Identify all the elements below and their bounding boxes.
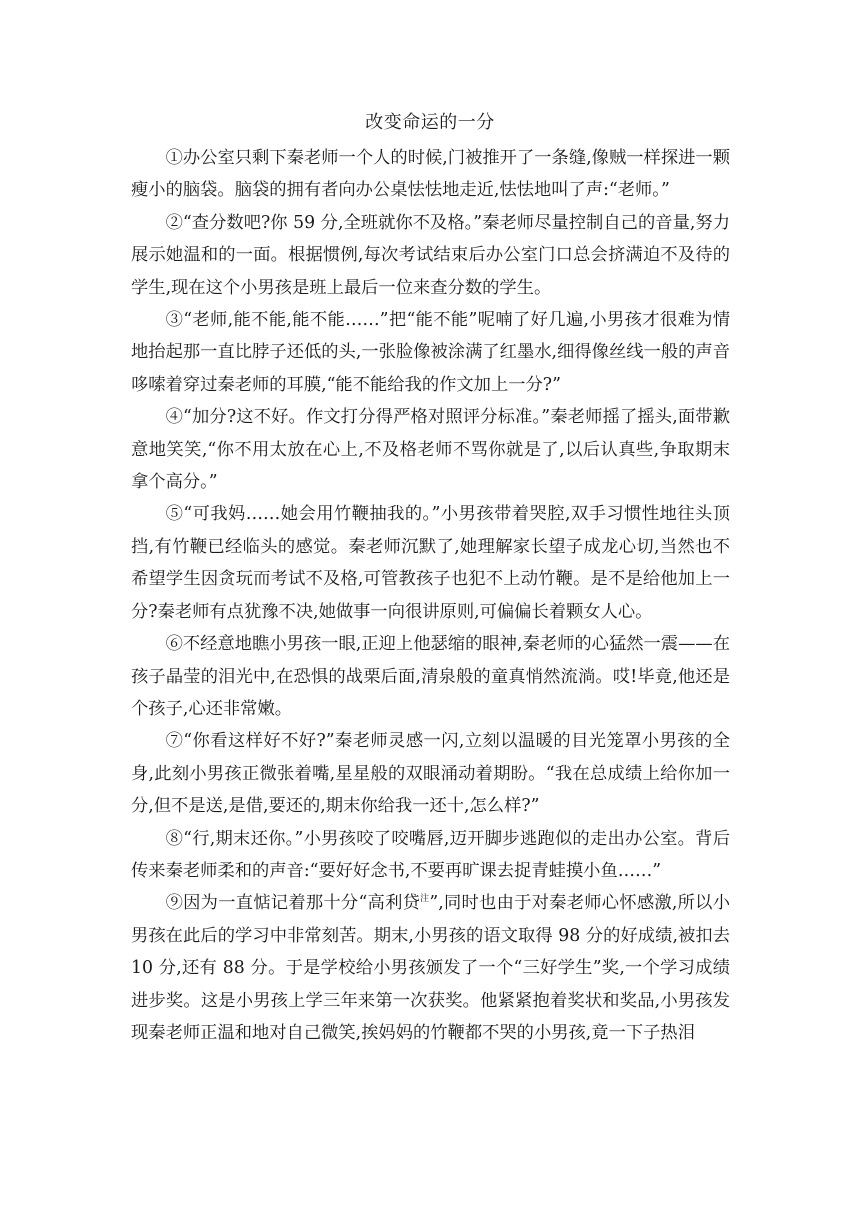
paragraph-3: ③“老师,能不能,能不能……”把“能不能”呢喃了好几遍,小男孩才很难为情地抬起那一直比脖子还低的头,一张脸像被涂满了红墨水,细得像丝线一般的声音哆嗦着穿过秦老师的耳膜,“能不能给我的作文加上一分?”: [131, 310, 730, 395]
paragraph-7: ⑦“你看这样好不好?”秦老师灵感一闪,立刻以温暖的目光笼罩小男孩的全身,此刻小男孩正微张着嘴,星星般的双眼涌动着期盼。“我在总成绩上给你加一分,但不是送,是借,要还的,期末你给我一还十,怎么样?”: [131, 731, 730, 817]
footnote-marker: 注: [420, 894, 430, 905]
paragraph-9: [131, 887, 730, 1049]
paragraph-4: ④“加分?这不好。作文打分得严格对照评分标准。”秦老师摇了摇头,面带歉意地笑笑,“你不用太放在心上,不及格老师不骂你就是了,以后认真些,争取期末拿个高分。”: [131, 407, 730, 493]
paragraph-5: ⑤“可我妈……她会用竹鞭抽我的。”小男孩带着哭腔,双手习惯性地往头顶挡,有竹鞭已经临头的感觉。秦老师沉默了,她理解家长望子成龙心切,当然也不希望学生因贪玩而考试不及格,可管教孩子也犯不上动竹鞭。是不是给他加上一分?秦老师有点犹豫不决,她做事一向很讲原则,可偏偏长着颗女人心。: [131, 504, 730, 622]
paragraph-9-rest: ”,同时也由于对秦老师心怀感激,所以小男孩在此后的学习中非常刻苦。期末,小男孩的语文取得 98 分的好成绩,被扣去 10 分,还有 88 分。于是学校给小男孩颁发了一个“三好学生”奖,一个学习成绩进步奖。这是小男孩上学三年来第一次获奖。他紧紧抱着奖状和奖品,小男孩发现秦老师正温和地对自己微笑,挨妈妈的竹鞭都不哭的小男孩,竟一下子热泪: [131, 893, 730, 1043]
paragraph-1: ①办公室只剩下秦老师一个人的时候,门被推开了一条缝,像贼一样探进一颗瘦小的脑袋。脑袋的拥有者向办公桌怯怯地走近,怯怯地叫了声:“老师。”: [131, 148, 730, 201]
article-title: 改变命运的一分: [365, 112, 495, 133]
paragraph-2: ②“查分数吧?你 59 分,全班就你不及格。”秦老师尽量控制自己的音量,努力展示她温和的一面。根据惯例,每次考试结束后办公室门口总会挤满迫不及待的学生,现在这个小男孩是班上最后一位来查分数的学生。: [131, 212, 730, 298]
article-body: [131, 142, 730, 1049]
paragraph-9-start: ⑨因为一直惦记着那十分“高利贷: [165, 893, 421, 914]
paragraph-6: ⑥不经意地瞧小男孩一眼,正迎上他瑟缩的眼神,秦老师的心猛然一震——在孩子晶莹的泪光中,在恐惧的战栗后面,清泉般的童真悄然流淌。哎!毕竟,他还是个孩子,心还非常嫩。: [131, 634, 730, 719]
paragraph-8: ⑧“行,期末还你。”小男孩咬了咬嘴唇,迈开脚步逃跑似的走出办公室。背后传来秦老师柔和的声音:“要好好念书,不要再旷课去捉青蛙摸小鱼……”: [131, 828, 730, 881]
